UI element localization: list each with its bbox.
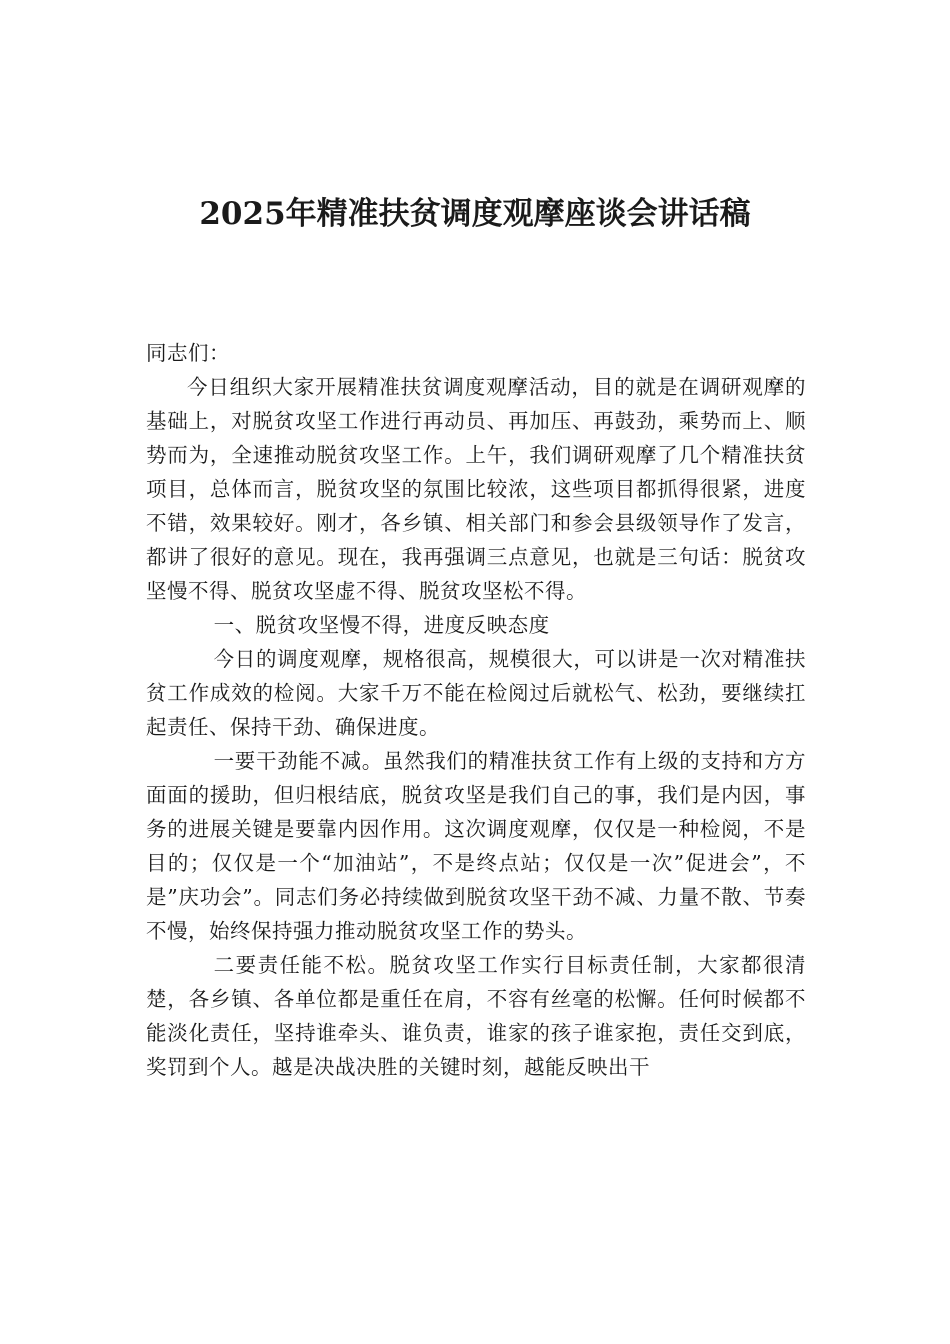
document-title: 2025年精准扶贫调度观摩座谈会讲话稿	[199, 196, 751, 232]
paragraph-point-2: 二要责任能不松。脱贫攻坚工作实行目标责任制，大家都很清楚，各乡镇、各单位都是重任在肩，不容有丝毫的松懈。任何时候都不能淡化责任，坚持谁牵头、谁负责，谁家的孩子谁家抱，责任交到底，奖罚到个人。越是决战决胜的关键时刻，越能反映出干	[146, 953, 806, 1079]
paragraph-intro: 今日组织大家开展精准扶贫调度观摩活动，目的就是在调研观摩的基础上，对脱贫攻坚工作进行再动员、再加压、再鼓劲，乘势而上、顺势而为，全速推动脱贫攻坚工作。上午，我们调研观摩了几个精准扶贫项目，总体而言，脱贫攻坚的氛围比较浓，这些项目都抓得很紧，进度不错，效果较好。刚才，各乡镇、相关部门和参会县级领导作了发言，都讲了很好的意见。现在，我再强调三点意见，也就是三句话：脱贫攻坚慢不得、脱贫攻坚虚不得、脱贫攻坚松不得。	[146, 375, 806, 603]
paragraph-point-1: 一要干劲能不减。虽然我们的精准扶贫工作有上级的支持和方方面面的援助，但归根结底，脱贫攻坚是我们自己的事，我们是内因，事务的进展关键是要靠内因作用。这次调度观摩，仅仅是一种检阅，不是目的；仅仅是一个“加油站”，不是终点站；仅仅是一次”促进会”，不是”庆功会”。同志们务必持续做到脱贫攻坚干劲不减、力量不散、节奏不慢，始终保持强力推动脱贫攻坚工作的势头。	[146, 749, 806, 943]
paragraph-review: 今日的调度观摩，规格很高，规模很大，可以讲是一次对精准扶贫工作成效的检阅。大家千万不能在检阅过后就松气、松劲，要继续扛起责任、保持干劲、确保进度。	[146, 647, 806, 739]
document-body	[146, 336, 806, 1084]
section-heading-1: 一、脱贫攻坚慢不得，进度反映态度	[213, 613, 550, 637]
salutation: 同志们：	[146, 341, 230, 365]
